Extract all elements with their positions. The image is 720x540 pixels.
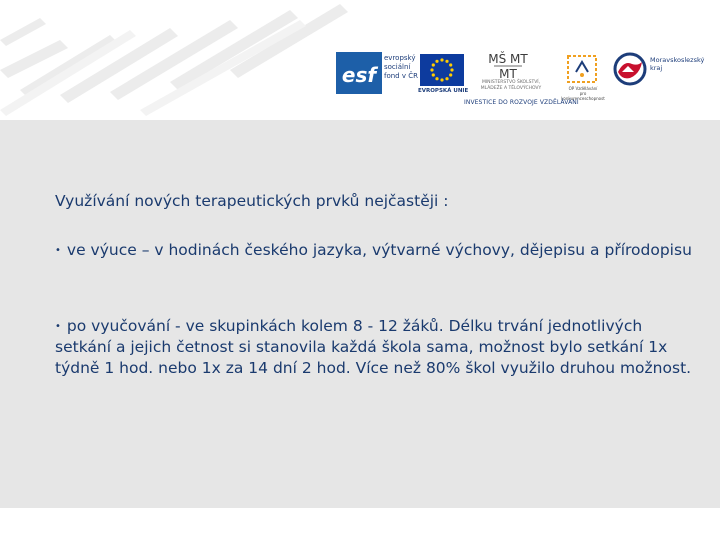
- bullet-glyph: •: [55, 245, 61, 256]
- eu-caption: EVROPSKÁ UNIE: [418, 88, 469, 94]
- bullet-item: [55, 240, 695, 261]
- esf-caption-line: sociální: [384, 63, 411, 71]
- op-caption-line: OP Vzdělávání: [568, 86, 598, 91]
- partner-logos: [336, 50, 706, 110]
- slide-title: Využívání nových terapeutických prvků nejčastěji :: [55, 192, 449, 210]
- msmt-caption-line: MINISTERSTVO ŠKOLSTVÍ,: [481, 80, 541, 85]
- msmt-logo: [480, 50, 542, 96]
- msmt-caption: [478, 80, 544, 91]
- kraj-mark-icon: [612, 52, 648, 86]
- op-caption-line: pro konkurenceschopnost: [561, 91, 605, 101]
- esf-mark: [336, 52, 382, 94]
- slide-content: [0, 120, 720, 508]
- svg-text:MT: MT: [499, 67, 517, 80]
- footer: [0, 508, 720, 540]
- msmt-mark: [488, 50, 528, 80]
- kraj-caption: [650, 56, 710, 72]
- esf-mark-text: esf: [341, 63, 377, 87]
- msmt-caption-line: MLÁDEŽE A TĚLOVÝCHOVY: [480, 85, 542, 91]
- msmt-mark-text: MŠ MT: [488, 52, 528, 66]
- bullet-text: ve výuce – v hodinách českého jazyka, výtvarné výchovy, dějepisu a přírodopisu: [66, 241, 692, 259]
- eu-flag-icon: [420, 54, 464, 86]
- op-mark-icon: [564, 54, 600, 84]
- header: [0, 0, 720, 120]
- esf-caption-line: fond v ČR: [384, 72, 418, 80]
- eu-logo: [420, 54, 470, 98]
- esf-logo: [336, 50, 424, 96]
- op-logo: [561, 54, 605, 101]
- bullet-text: po vyučování - ve skupinkách kolem 8 - 12 žáků. Délku trvání jednotlivých setkání a jejich četnost si stanovila každá škola sama, možnost bylo setkání 1x týdně 1 hod. nebo 1x za 14 dní 2 hod. Více než 80% škol využilo druhou možnost.: [55, 317, 692, 377]
- kraj-caption-line: kraj: [650, 64, 663, 72]
- invest-caption: INVESTICE DO ROZVOJE VZDĚLÁVÁNÍ: [464, 99, 579, 106]
- bullet-glyph: •: [55, 321, 61, 332]
- kraj-caption-line: Moravskoslezský: [650, 56, 705, 64]
- esf-caption-line: evropský: [384, 54, 416, 62]
- kraj-logo: [612, 52, 706, 92]
- esf-caption: [384, 54, 420, 81]
- bullet-item: [55, 316, 695, 379]
